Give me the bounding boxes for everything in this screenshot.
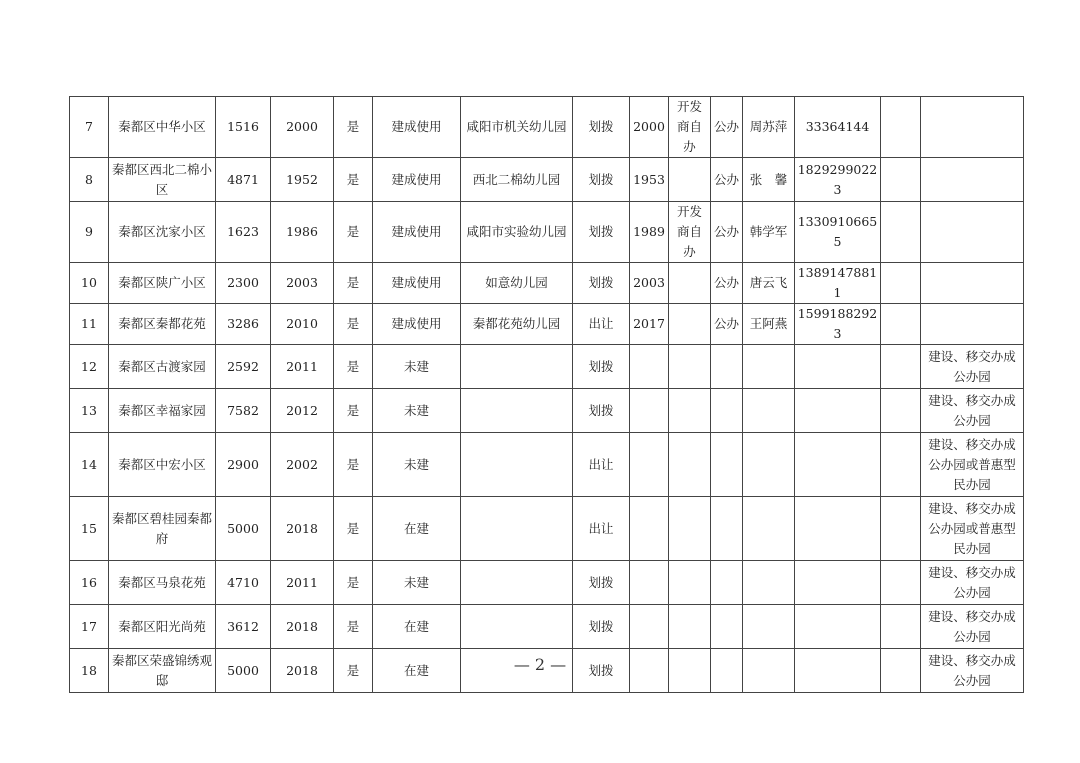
contact-person <box>743 497 795 561</box>
supporting: 是 <box>334 649 373 693</box>
built-year: 2003 <box>271 263 334 304</box>
kindergarten-year <box>630 497 669 561</box>
table-row <box>70 97 1024 158</box>
built-year: 2018 <box>271 497 334 561</box>
contact-person: 韩学军 <box>743 202 795 263</box>
community-name: 秦都区陕广小区 <box>109 263 216 304</box>
land-type: 划拨 <box>573 605 630 649</box>
kindergarten-name <box>461 605 573 649</box>
area: 3286 <box>216 304 271 345</box>
operator: 开发商自办 <box>669 97 711 158</box>
built-year: 2012 <box>271 389 334 433</box>
table-body <box>70 97 1024 693</box>
build-status: 建成使用 <box>373 263 461 304</box>
community-name: 秦都区中华小区 <box>109 97 216 158</box>
built-year: 2000 <box>271 97 334 158</box>
extra-cell <box>881 433 921 497</box>
community-name: 秦都区中宏小区 <box>109 433 216 497</box>
kindergarten-year <box>630 345 669 389</box>
table-row <box>70 389 1024 433</box>
operator <box>669 158 711 202</box>
remark: 建设、移交办成公办园 <box>921 345 1024 389</box>
operator <box>669 561 711 605</box>
build-status: 未建 <box>373 561 461 605</box>
area: 4871 <box>216 158 271 202</box>
build-status: 建成使用 <box>373 304 461 345</box>
land-type: 划拨 <box>573 263 630 304</box>
area: 5000 <box>216 497 271 561</box>
extra-cell <box>881 158 921 202</box>
contact-phone: 13309106655 <box>795 202 881 263</box>
built-year: 1952 <box>271 158 334 202</box>
kindergarten-year <box>630 605 669 649</box>
contact-person: 王阿燕 <box>743 304 795 345</box>
row-number: 14 <box>70 433 109 497</box>
extra-cell <box>881 97 921 158</box>
operator <box>669 605 711 649</box>
supporting: 是 <box>334 433 373 497</box>
kindergarten-year: 1989 <box>630 202 669 263</box>
kindergarten-name: 秦都花苑幼儿园 <box>461 304 573 345</box>
land-type: 出让 <box>573 304 630 345</box>
kindergarten-name <box>461 497 573 561</box>
supporting: 是 <box>334 605 373 649</box>
remark: 建设、移交办成公办园 <box>921 649 1024 693</box>
school-nature <box>711 345 743 389</box>
operator <box>669 304 711 345</box>
remark <box>921 202 1024 263</box>
school-nature <box>711 605 743 649</box>
community-name: 秦都区阳光尚苑 <box>109 605 216 649</box>
kindergarten-year <box>630 389 669 433</box>
build-status: 在建 <box>373 497 461 561</box>
built-year: 2018 <box>271 605 334 649</box>
contact-person: 周苏萍 <box>743 97 795 158</box>
kindergarten-name <box>461 433 573 497</box>
operator <box>669 263 711 304</box>
community-name: 秦都区西北二棉小区 <box>109 158 216 202</box>
supporting: 是 <box>334 158 373 202</box>
extra-cell <box>881 304 921 345</box>
area: 7582 <box>216 389 271 433</box>
contact-person <box>743 345 795 389</box>
table-row <box>70 433 1024 497</box>
remark: 建设、移交办成公办园或普惠型民办园 <box>921 497 1024 561</box>
extra-cell <box>881 263 921 304</box>
contact-person: 张 馨 <box>743 158 795 202</box>
row-number: 7 <box>70 97 109 158</box>
contact-phone <box>795 561 881 605</box>
school-nature <box>711 433 743 497</box>
kindergarten-year <box>630 433 669 497</box>
table-row <box>70 202 1024 263</box>
remark: 建设、移交办成公办园或普惠型民办园 <box>921 433 1024 497</box>
area: 1516 <box>216 97 271 158</box>
contact-phone: 33364144 <box>795 97 881 158</box>
area: 2592 <box>216 345 271 389</box>
contact-phone <box>795 433 881 497</box>
contact-person <box>743 389 795 433</box>
extra-cell <box>881 202 921 263</box>
extra-cell <box>881 345 921 389</box>
supporting: 是 <box>334 497 373 561</box>
land-type: 划拨 <box>573 97 630 158</box>
contact-phone: 13891478811 <box>795 263 881 304</box>
school-nature: 公办 <box>711 263 743 304</box>
community-name: 秦都区荣盛锦绣观邸 <box>109 649 216 693</box>
table-row <box>70 304 1024 345</box>
remark <box>921 263 1024 304</box>
supporting: 是 <box>334 304 373 345</box>
table-row <box>70 263 1024 304</box>
kindergarten-year: 1953 <box>630 158 669 202</box>
kindergarten-name: 咸阳市机关幼儿园 <box>461 97 573 158</box>
table-row <box>70 158 1024 202</box>
contact-phone <box>795 605 881 649</box>
supporting: 是 <box>334 561 373 605</box>
operator <box>669 433 711 497</box>
land-type: 出让 <box>573 497 630 561</box>
extra-cell <box>881 497 921 561</box>
kindergarten-year: 2003 <box>630 263 669 304</box>
built-year: 2010 <box>271 304 334 345</box>
build-status: 在建 <box>373 605 461 649</box>
build-status: 未建 <box>373 433 461 497</box>
built-year: 1986 <box>271 202 334 263</box>
remark <box>921 304 1024 345</box>
community-name: 秦都区秦都花苑 <box>109 304 216 345</box>
kindergarten-table <box>69 96 1024 693</box>
row-number: 18 <box>70 649 109 693</box>
row-number: 10 <box>70 263 109 304</box>
build-status: 建成使用 <box>373 97 461 158</box>
build-status: 未建 <box>373 345 461 389</box>
operator <box>669 389 711 433</box>
kindergarten-name: 西北二棉幼儿园 <box>461 158 573 202</box>
build-status: 建成使用 <box>373 158 461 202</box>
supporting: 是 <box>334 345 373 389</box>
kindergarten-year: 2017 <box>630 304 669 345</box>
school-nature <box>711 497 743 561</box>
remark: 建设、移交办成公办园 <box>921 389 1024 433</box>
community-name: 秦都区幸福家园 <box>109 389 216 433</box>
kindergarten-name <box>461 561 573 605</box>
school-nature: 公办 <box>711 202 743 263</box>
extra-cell <box>881 389 921 433</box>
table-row <box>70 345 1024 389</box>
contact-person <box>743 561 795 605</box>
extra-cell <box>881 561 921 605</box>
contact-phone <box>795 497 881 561</box>
school-nature: 公办 <box>711 158 743 202</box>
area: 1623 <box>216 202 271 263</box>
school-nature <box>711 389 743 433</box>
remark <box>921 158 1024 202</box>
row-number: 13 <box>70 389 109 433</box>
land-type: 划拨 <box>573 649 630 693</box>
built-year: 2002 <box>271 433 334 497</box>
build-status: 未建 <box>373 389 461 433</box>
contact-phone <box>795 345 881 389</box>
build-status: 建成使用 <box>373 202 461 263</box>
land-type: 划拨 <box>573 389 630 433</box>
kindergarten-year: 2000 <box>630 97 669 158</box>
land-type: 划拨 <box>573 202 630 263</box>
area: 4710 <box>216 561 271 605</box>
built-year: 2011 <box>271 345 334 389</box>
operator <box>669 497 711 561</box>
row-number: 15 <box>70 497 109 561</box>
built-year: 2018 <box>271 649 334 693</box>
supporting: 是 <box>334 202 373 263</box>
extra-cell <box>881 605 921 649</box>
contact-phone <box>795 389 881 433</box>
community-name: 秦都区碧桂园秦都府 <box>109 497 216 561</box>
table-row <box>70 561 1024 605</box>
area: 2900 <box>216 433 271 497</box>
contact-phone: 15991882923 <box>795 304 881 345</box>
kindergarten-name <box>461 345 573 389</box>
document-sheet <box>69 96 1024 693</box>
row-number: 9 <box>70 202 109 263</box>
contact-person <box>743 433 795 497</box>
area: 3612 <box>216 605 271 649</box>
land-type: 划拨 <box>573 345 630 389</box>
row-number: 17 <box>70 605 109 649</box>
remark: 建设、移交办成公办园 <box>921 561 1024 605</box>
land-type: 出让 <box>573 433 630 497</box>
land-type: 划拨 <box>573 561 630 605</box>
community-name: 秦都区古渡家园 <box>109 345 216 389</box>
row-number: 8 <box>70 158 109 202</box>
supporting: 是 <box>334 97 373 158</box>
contact-person <box>743 605 795 649</box>
school-nature: 公办 <box>711 97 743 158</box>
build-status: 在建 <box>373 649 461 693</box>
community-name: 秦都区马泉花苑 <box>109 561 216 605</box>
remark <box>921 97 1024 158</box>
row-number: 12 <box>70 345 109 389</box>
operator <box>669 345 711 389</box>
remark: 建设、移交办成公办园 <box>921 605 1024 649</box>
kindergarten-name: 如意幼儿园 <box>461 263 573 304</box>
kindergarten-year <box>630 561 669 605</box>
page-number: — 2 — <box>513 655 567 674</box>
area: 2300 <box>216 263 271 304</box>
table-row <box>70 497 1024 561</box>
kindergarten-name: 咸阳市实验幼儿园 <box>461 202 573 263</box>
school-nature <box>711 561 743 605</box>
row-number: 16 <box>70 561 109 605</box>
school-nature: 公办 <box>711 304 743 345</box>
contact-phone: 18292990223 <box>795 158 881 202</box>
area: 5000 <box>216 649 271 693</box>
row-number: 11 <box>70 304 109 345</box>
operator: 开发商自办 <box>669 202 711 263</box>
supporting: 是 <box>334 263 373 304</box>
community-name: 秦都区沈家小区 <box>109 202 216 263</box>
table-row <box>70 605 1024 649</box>
land-type: 划拨 <box>573 158 630 202</box>
kindergarten-name <box>461 389 573 433</box>
supporting: 是 <box>334 389 373 433</box>
built-year: 2011 <box>271 561 334 605</box>
contact-person: 唐云飞 <box>743 263 795 304</box>
